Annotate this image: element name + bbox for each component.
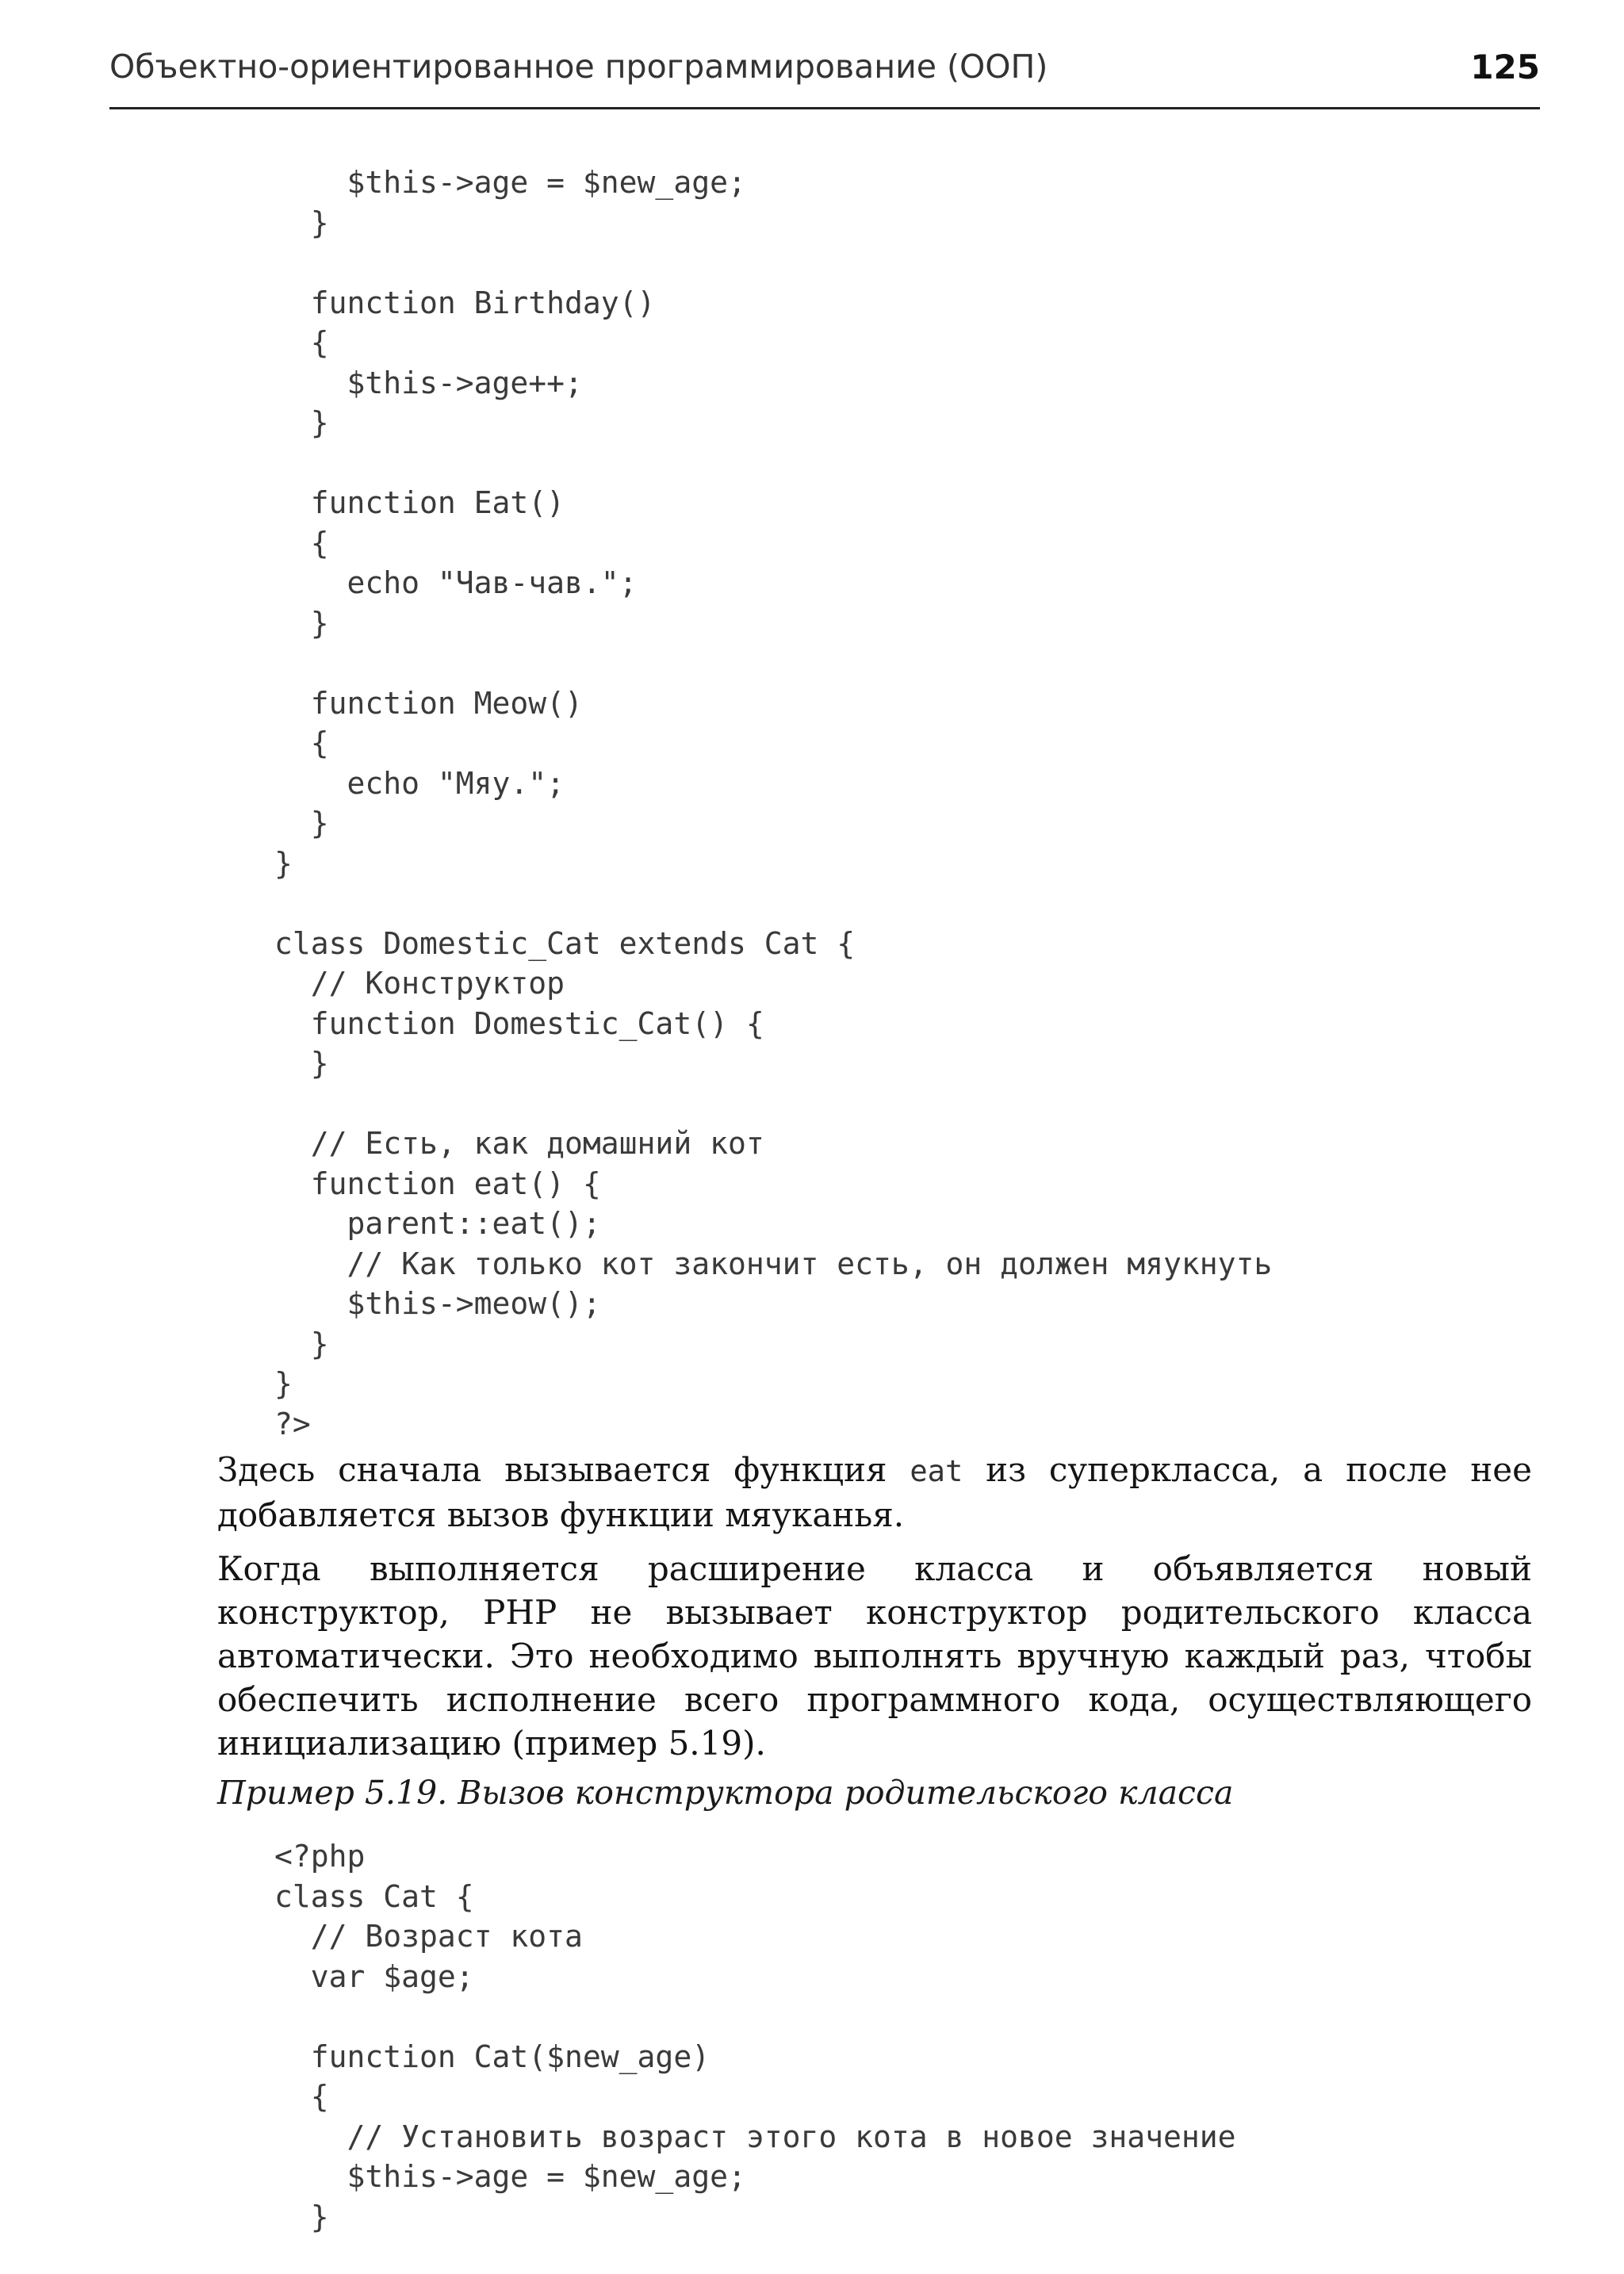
code-line: }	[274, 2199, 329, 2234]
code-line: $this->age++;	[274, 365, 583, 400]
code-listing-bottom	[274, 1836, 1236, 2237]
code-line: parent::eat();	[274, 1206, 601, 1241]
code-listing-top	[274, 163, 1272, 1444]
running-title: Объектно-ориентированное программирование (ООП)	[109, 48, 1048, 86]
code-line: // Конструктор	[274, 966, 565, 1001]
code-line	[274, 443, 1272, 484]
code-line: var $age;	[274, 1958, 474, 1994]
code-line: function Domestic_Cat() {	[274, 1005, 764, 1041]
code-line: }	[274, 845, 293, 881]
body-paragraph-1	[217, 1448, 1532, 1537]
code-line	[274, 883, 1272, 924]
page-number: 125	[1470, 48, 1540, 86]
example-caption: Пример 5.19. Вызов конструктора родительского класса	[217, 1774, 1234, 1812]
paragraph-text: из суперкласса, а после нее добавляется вызов функции мяуканья.	[217, 1450, 1532, 1534]
code-line: $this->age = $new_age;	[274, 2159, 746, 2194]
code-line: // Как только кот закончит есть, он должен мяукнуть	[274, 1246, 1273, 1281]
code-line	[274, 1996, 1236, 2037]
code-line: function eat() {	[274, 1166, 601, 1201]
code-line: }	[274, 806, 329, 840]
code-line: // Возраст кота	[274, 1919, 583, 1954]
code-line: $this->age = $new_age;	[274, 165, 746, 200]
inline-code-eat: eat	[910, 1454, 963, 1488]
code-line: }	[274, 605, 329, 641]
paragraph-text: Здесь сначала вызывается функция	[217, 1450, 910, 1489]
code-line: echo "Мяу.";	[274, 765, 565, 801]
code-line: {	[274, 525, 329, 561]
code-line: echo "Чав-чав.";	[274, 565, 638, 600]
code-line: }	[274, 1046, 329, 1081]
code-line: }	[274, 205, 329, 240]
code-line	[274, 1084, 1272, 1124]
code-line: {	[274, 725, 329, 760]
code-line: }	[274, 1366, 293, 1401]
code-line: $this->meow();	[274, 1286, 601, 1321]
code-line: class Cat {	[274, 1878, 474, 1914]
code-line: ?>	[274, 1406, 311, 1441]
code-line	[274, 643, 1272, 683]
code-line: function Eat()	[274, 485, 565, 520]
code-line: <?php	[274, 1839, 366, 1874]
page-header	[109, 41, 1540, 109]
code-line: // Установить возраст этого кота в новое значение	[274, 2119, 1236, 2154]
code-line: }	[274, 1326, 329, 1361]
code-line: function Cat($new_age)	[274, 2039, 710, 2074]
code-line: class Domestic_Cat extends Cat {	[274, 925, 856, 961]
code-line: {	[274, 325, 329, 360]
code-line: function Meow()	[274, 685, 583, 721]
code-line: {	[274, 2079, 329, 2114]
code-line: // Есть, как домашний кот	[274, 1126, 764, 1161]
code-line	[274, 243, 1272, 283]
body-paragraph-2: Когда выполняется расширение класса и объявляется новый конструктор, PHP не вызывает конструктор родительского класса автоматически. Это необходимо выполнять вручную каждый раз, чтобы обеспечить исполнение всего программного кода, осуществляющего инициализацию (пример 5.19).	[217, 1549, 1532, 1763]
code-line: }	[274, 405, 329, 440]
code-line: function Birthday()	[274, 285, 656, 320]
